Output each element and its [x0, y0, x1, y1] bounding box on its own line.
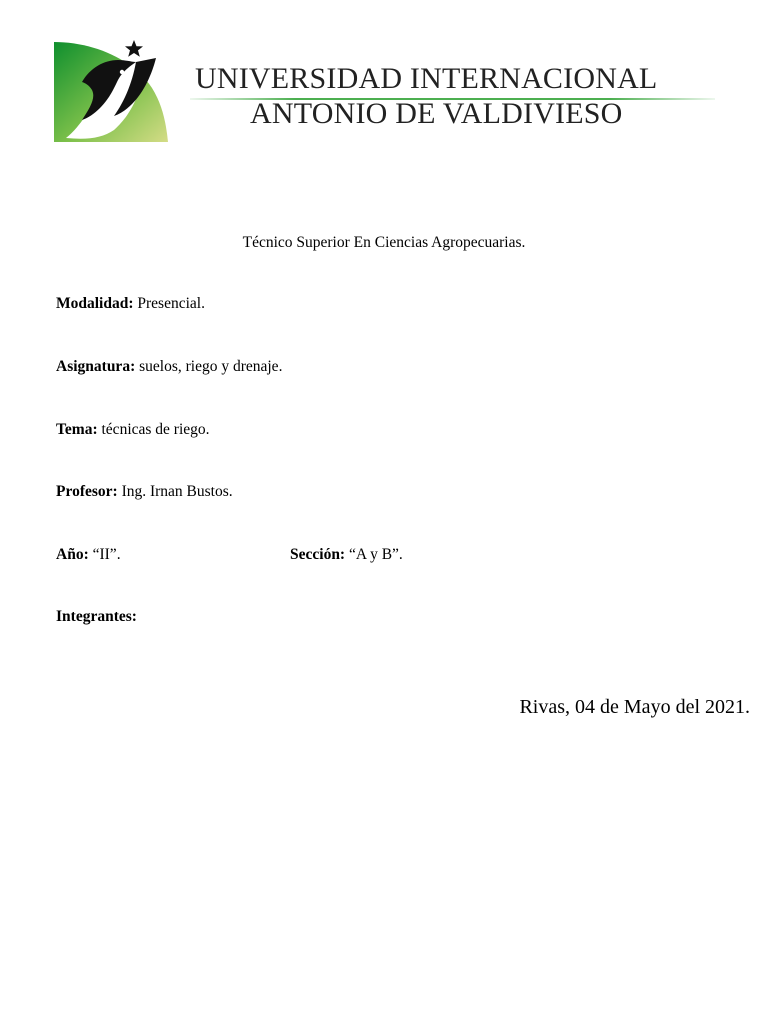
- field-asignatura-value: suelos, riego y drenaje.: [139, 358, 283, 375]
- program-title: Técnico Superior En Ciencias Agropecuarias.: [242, 234, 526, 251]
- university-name-line1: UNIVERSIDAD INTERNACIONAL: [195, 62, 658, 95]
- field-anio-value: “II”.: [92, 546, 121, 563]
- field-modalidad: [56, 294, 205, 314]
- field-profesor-value: Ing. Irnan Bustos.: [121, 483, 233, 500]
- field-modalidad-label: Modalidad:: [56, 295, 134, 312]
- university-logo: [52, 38, 172, 146]
- university-name-line2: ANTONIO DE VALDIVIESO: [250, 97, 623, 130]
- field-seccion: [290, 545, 403, 565]
- field-tema: [56, 420, 210, 440]
- field-modalidad-value: Presencial.: [137, 295, 205, 312]
- field-seccion-value: “A y B”.: [348, 546, 403, 563]
- date-line: Rivas, 04 de Mayo del 2021.: [519, 696, 750, 718]
- field-anio-label: Año:: [56, 546, 89, 563]
- field-tema-label: Tema:: [56, 421, 98, 438]
- field-anio: [56, 545, 121, 565]
- field-integrantes-label: Integrantes:: [56, 608, 137, 625]
- field-profesor: [56, 482, 233, 502]
- field-tema-value: técnicas de riego.: [101, 421, 210, 438]
- document-header: [0, 0, 768, 160]
- field-asignatura: [56, 357, 282, 377]
- field-asignatura-label: Asignatura:: [56, 358, 136, 375]
- field-profesor-label: Profesor:: [56, 483, 118, 500]
- field-seccion-label: Sección:: [290, 546, 346, 563]
- field-integrantes: [56, 607, 137, 627]
